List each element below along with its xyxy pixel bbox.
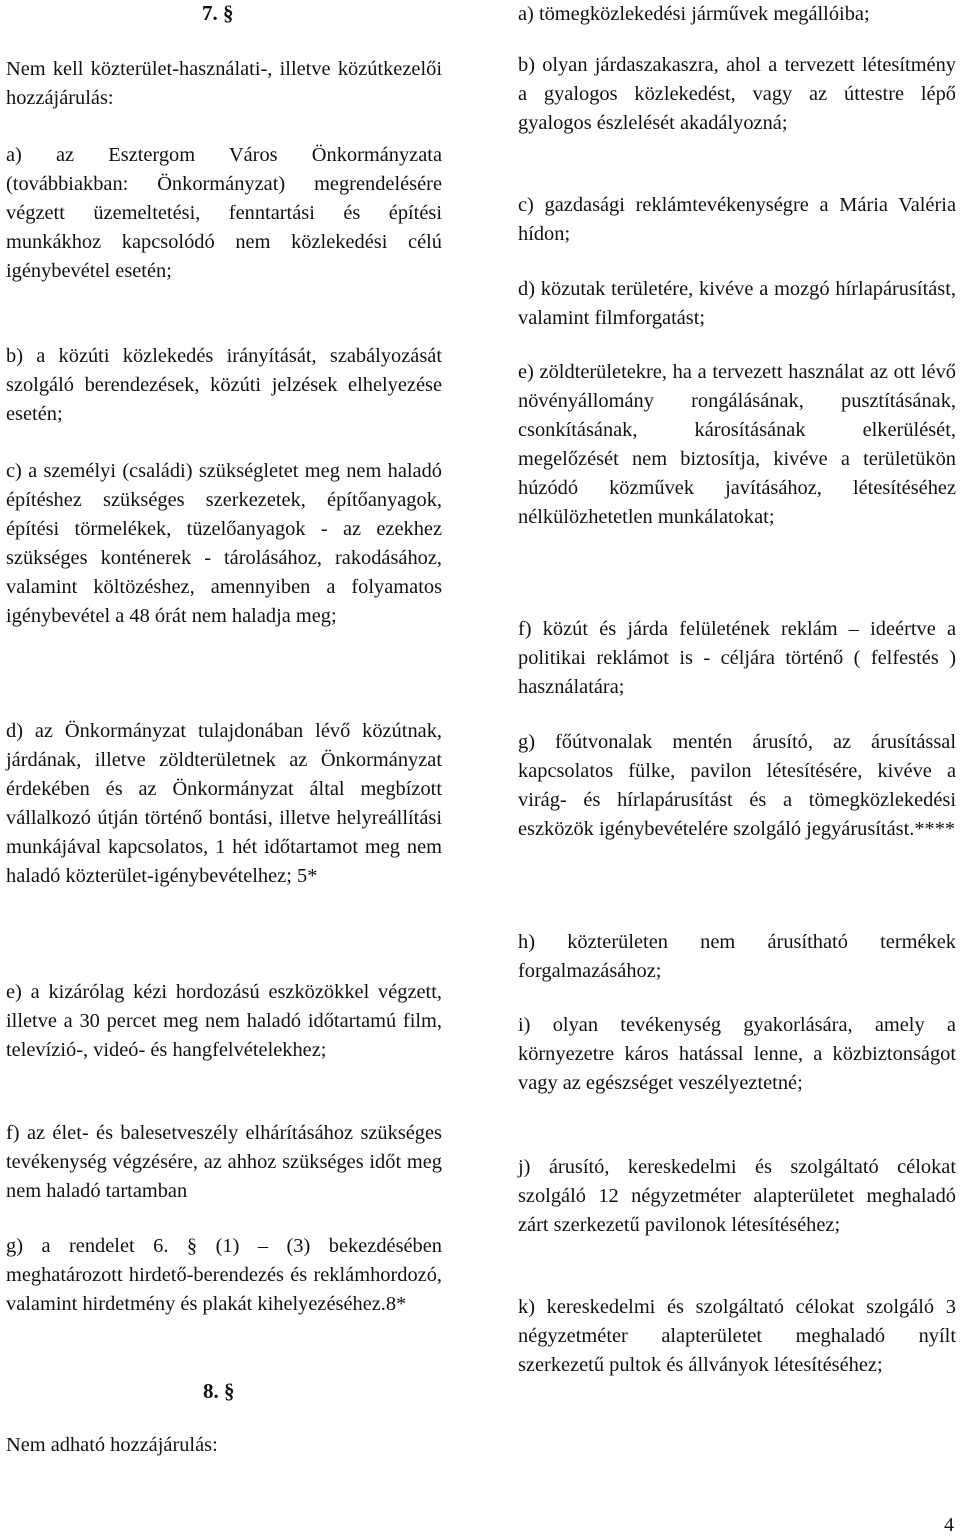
section-7-item-e: e) a kizárólag kézi hordozású eszközökkel végzett, illetve a 30 percet meg nem haladó időtartamú film, televízió-, videó- és hangfelvételekhez; <box>6 981 442 1061</box>
section-8-item-e: e) zöldterületekre, ha a tervezett használat az ott lévő növényállomány rongálásának, pusztításának, csonkításának, károsításának elkerülését, megelőzését nem biztosítja, kivéve a területükön húzódó közművek javításához, létesítéséhez nélkülözhetetlen munkálatokat; <box>518 361 956 528</box>
page-number: 4 <box>944 1514 954 1536</box>
section-7-item-f: f) az élet- és balesetveszély elhárításához szükséges tevékenység végzésére, az ahhoz szükséges időt meg nem haladó tartamban <box>6 1122 442 1202</box>
section-8-item-d: d) közutak területére, kivéve a mozgó hírlapárusítást, valamint filmforgatást; <box>518 278 956 329</box>
section-8-item-h: h) közterületen nem árusítható termékek forgalmazásához; <box>518 931 956 982</box>
section-7-intro: Nem kell közterület-használati-, illetve közútkezelői hozzájárulás: <box>6 58 442 109</box>
section-8-item-c: c) gazdasági reklámtevékenységre a Mária Valéria hídon; <box>518 194 956 245</box>
section-8-item-b: b) olyan járdaszakaszra, ahol a tervezett létesítmény a gyalogos közlekedést, vagy az úttestre lépő gyalogos észlelését akadályozná; <box>518 54 956 134</box>
section-7-item-c: c) a személyi (családi) szükségletet meg nem haladó építéshez szükséges szerkezetek, építőanyagok, építési törmelékek, tüzelőanyagok - az ezekhez szükséges konténerek - tárolásához, rakodásához, valamint költözéshez, amennyiben a folyamatos igénybevétel a 48 órát nem haladja meg; <box>6 460 442 627</box>
section-7-item-d: d) az Önkormányzat tulajdonában lévő közútnak, járdának, illetve zöldterületnek az Önkormányzat érdekében és az Önkormányzat által megbízott vállalkozó útján történő bontási, illetve helyreállítási munkájával kapcsolatos, 1 hét időtartamot meg nem haladó közterület-igénybevételhez; 5* <box>6 720 442 887</box>
section-8-item-j: j) árusító, kereskedelmi és szolgáltató célokat szolgáló 12 négyzetméter alapterületet meghaladó zárt szerkezetű pavilonok létesítéséhez; <box>518 1156 956 1236</box>
section-8-item-g: g) főútvonalak mentén árusító, az árusítással kapcsolatos fülke, pavilon létesítésére, kivéve a virág- és hírlapárusítást és a tömegközlekedési eszközök igénybevételére szolgáló jegyárusítást.**** <box>518 731 956 840</box>
section-8-item-a: a) tömegközlekedési járművek megállóiba; <box>518 3 870 25</box>
section-7-heading: 7. § <box>202 1 234 25</box>
section-8-item-f: f) közút és járda felületének reklám – ideértve a politikai reklámot is - céljára történő ( felfestés ) használatára; <box>518 618 956 698</box>
section-8-intro: Nem adható hozzájárulás: <box>6 1434 218 1456</box>
section-8-item-i: i) olyan tevékenység gyakorlására, amely a környezetre káros hatással lenne, a közbiztonságot vagy az egészséget veszélyeztetné; <box>518 1014 956 1094</box>
section-7-item-a: a) az Esztergom Város Önkormányzata (továbbiakban: Önkormányzat) megrendelésére végzett üzemeltetési, fenntartási és építési munkákhoz kapcsolódó nem közlekedési célú igénybevétel esetén; <box>6 144 442 282</box>
section-7-item-g: g) a rendelet 6. § (1) – (3) bekezdésében meghatározott hirdető-berendezés és reklámhordozó, valamint hirdetmény és plakát kihelyezéséhez.8* <box>6 1235 442 1315</box>
section-8-heading: 8. § <box>203 1379 235 1403</box>
section-7-item-b: b) a közúti közlekedés irányítását, szabályozását szolgáló berendezések, közúti jelzések elhelyezése esetén; <box>6 345 442 425</box>
section-8-item-k: k) kereskedelmi és szolgáltató célokat szolgáló 3 négyzetméter alapterületet meghaladó nyílt szerkezetű pultok és állványok létesítéséhez; <box>518 1296 956 1376</box>
